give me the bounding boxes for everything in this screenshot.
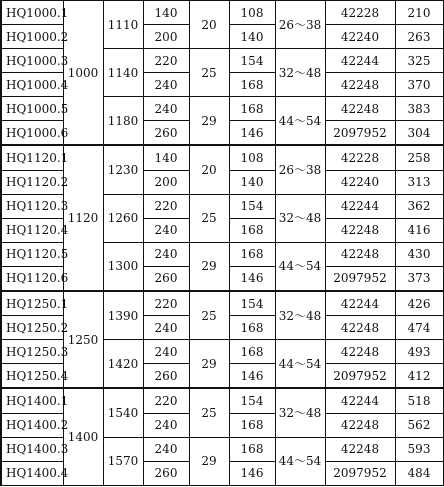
value-cell: 140 [229,25,275,49]
value-cell: 260 [143,121,189,146]
value-cell: 154 [229,388,275,413]
weight-cell: 362 [395,194,443,218]
value-cell: 168 [229,340,275,364]
table-row [1,437,443,461]
code-cell: 42244 [325,194,395,218]
code-cell: 42248 [325,73,395,97]
value-cell: 240 [143,242,189,266]
mid-value-cell: 25 [189,49,229,97]
weight-cell: 383 [395,97,443,121]
model-cell: HQ1250.2 [1,316,63,340]
weight-cell: 416 [395,218,443,242]
code-cell: 2097952 [325,266,395,291]
mid-value-cell: 29 [189,242,229,291]
value-cell: 168 [229,316,275,340]
model-cell: HQ1400.3 [1,437,63,461]
value-cell: 146 [229,461,275,485]
range-cell: 32～48 [275,194,325,242]
dimension-cell: 1260 [103,194,143,242]
value-cell: 240 [143,413,189,437]
dimension-cell: 1180 [103,97,143,146]
range-cell: 44～54 [275,437,325,485]
model-cell: HQ1120.3 [1,194,63,218]
base-size-cell: 1250 [63,291,103,388]
value-cell: 168 [229,413,275,437]
weight-cell: 263 [395,25,443,49]
weight-cell: 430 [395,242,443,266]
code-cell: 42248 [325,340,395,364]
value-cell: 140 [143,145,189,170]
model-cell: HQ1120.2 [1,170,63,194]
value-cell: 146 [229,364,275,389]
value-cell: 146 [229,266,275,291]
model-cell: HQ1000.3 [1,49,63,73]
model-cell: HQ1120.5 [1,242,63,266]
value-cell: 220 [143,388,189,413]
value-cell: 146 [229,121,275,146]
weight-cell: 412 [395,364,443,389]
weight-cell: 210 [395,1,443,25]
weight-cell: 484 [395,461,443,485]
value-cell: 168 [229,437,275,461]
weight-cell: 370 [395,73,443,97]
model-cell: HQ1400.1 [1,388,63,413]
range-cell: 44～54 [275,97,325,146]
table-row [1,242,443,266]
model-cell: HQ1120.4 [1,218,63,242]
value-cell: 200 [143,170,189,194]
base-size-cell: 1120 [63,145,103,291]
weight-cell: 304 [395,121,443,146]
model-cell: HQ1250.1 [1,291,63,316]
range-cell: 32～48 [275,291,325,340]
value-cell: 154 [229,291,275,316]
value-cell: 154 [229,194,275,218]
code-cell: 42248 [325,413,395,437]
dimension-cell: 1230 [103,145,143,194]
table-row [1,194,443,218]
code-cell: 2097952 [325,364,395,389]
value-cell: 240 [143,73,189,97]
dimension-cell: 1570 [103,437,143,485]
dimension-cell: 1540 [103,388,143,437]
code-cell: 42228 [325,1,395,25]
weight-cell: 325 [395,49,443,73]
range-cell: 26～38 [275,145,325,194]
table-row [1,291,443,316]
value-cell: 260 [143,364,189,389]
value-cell: 220 [143,291,189,316]
model-cell: HQ1250.3 [1,340,63,364]
table-row [1,340,443,364]
mid-value-cell: 29 [189,97,229,146]
weight-cell: 426 [395,291,443,316]
weight-cell: 593 [395,437,443,461]
value-cell: 108 [229,1,275,25]
value-cell: 200 [143,25,189,49]
code-cell: 42248 [325,437,395,461]
table-row [1,388,443,413]
code-cell: 42248 [325,242,395,266]
dimension-cell: 1420 [103,340,143,389]
value-cell: 168 [229,218,275,242]
value-cell: 240 [143,340,189,364]
value-cell: 220 [143,49,189,73]
spec-table-body [1,1,443,486]
code-cell: 42248 [325,316,395,340]
table-row [1,1,443,25]
mid-value-cell: 25 [189,291,229,340]
weight-cell: 474 [395,316,443,340]
model-cell: HQ1000.1 [1,1,63,25]
code-cell: 42240 [325,25,395,49]
value-cell: 220 [143,194,189,218]
value-cell: 154 [229,49,275,73]
code-cell: 42240 [325,170,395,194]
value-cell: 168 [229,242,275,266]
mid-value-cell: 20 [189,1,229,49]
base-size-cell: 1400 [63,388,103,485]
value-cell: 108 [229,145,275,170]
weight-cell: 493 [395,340,443,364]
weight-cell: 373 [395,266,443,291]
dimension-cell: 1390 [103,291,143,340]
mid-value-cell: 25 [189,388,229,437]
weight-cell: 258 [395,145,443,170]
model-cell: HQ1120.1 [1,145,63,170]
value-cell: 260 [143,461,189,485]
model-cell: HQ1400.4 [1,461,63,485]
mid-value-cell: 29 [189,340,229,389]
range-cell: 26～38 [275,1,325,49]
code-cell: 42248 [325,218,395,242]
mid-value-cell: 29 [189,437,229,485]
model-cell: HQ1120.6 [1,266,63,291]
model-cell: HQ1000.4 [1,73,63,97]
table-row [1,49,443,73]
code-cell: 42244 [325,291,395,316]
model-cell: HQ1000.5 [1,97,63,121]
model-cell: HQ1000.2 [1,25,63,49]
range-cell: 44～54 [275,340,325,389]
value-cell: 168 [229,97,275,121]
value-cell: 240 [143,218,189,242]
model-cell: HQ1000.6 [1,121,63,146]
dimension-cell: 1140 [103,49,143,97]
value-cell: 260 [143,266,189,291]
code-cell: 42244 [325,49,395,73]
mid-value-cell: 20 [189,145,229,194]
mid-value-cell: 25 [189,194,229,242]
value-cell: 240 [143,437,189,461]
dimension-cell: 1110 [103,1,143,49]
range-cell: 32～48 [275,388,325,437]
base-size-cell: 1000 [63,1,103,146]
weight-cell: 313 [395,170,443,194]
code-cell: 42248 [325,97,395,121]
table-row [1,145,443,170]
value-cell: 140 [229,170,275,194]
value-cell: 168 [229,73,275,97]
range-cell: 44～54 [275,242,325,291]
model-cell: HQ1400.2 [1,413,63,437]
value-cell: 240 [143,316,189,340]
weight-cell: 562 [395,413,443,437]
code-cell: 2097952 [325,121,395,146]
code-cell: 2097952 [325,461,395,485]
dimension-cell: 1300 [103,242,143,291]
model-cell: HQ1250.4 [1,364,63,389]
range-cell: 32～48 [275,49,325,97]
table-row [1,97,443,121]
code-cell: 42244 [325,388,395,413]
weight-cell: 518 [395,388,443,413]
value-cell: 140 [143,1,189,25]
code-cell: 42228 [325,145,395,170]
value-cell: 240 [143,97,189,121]
